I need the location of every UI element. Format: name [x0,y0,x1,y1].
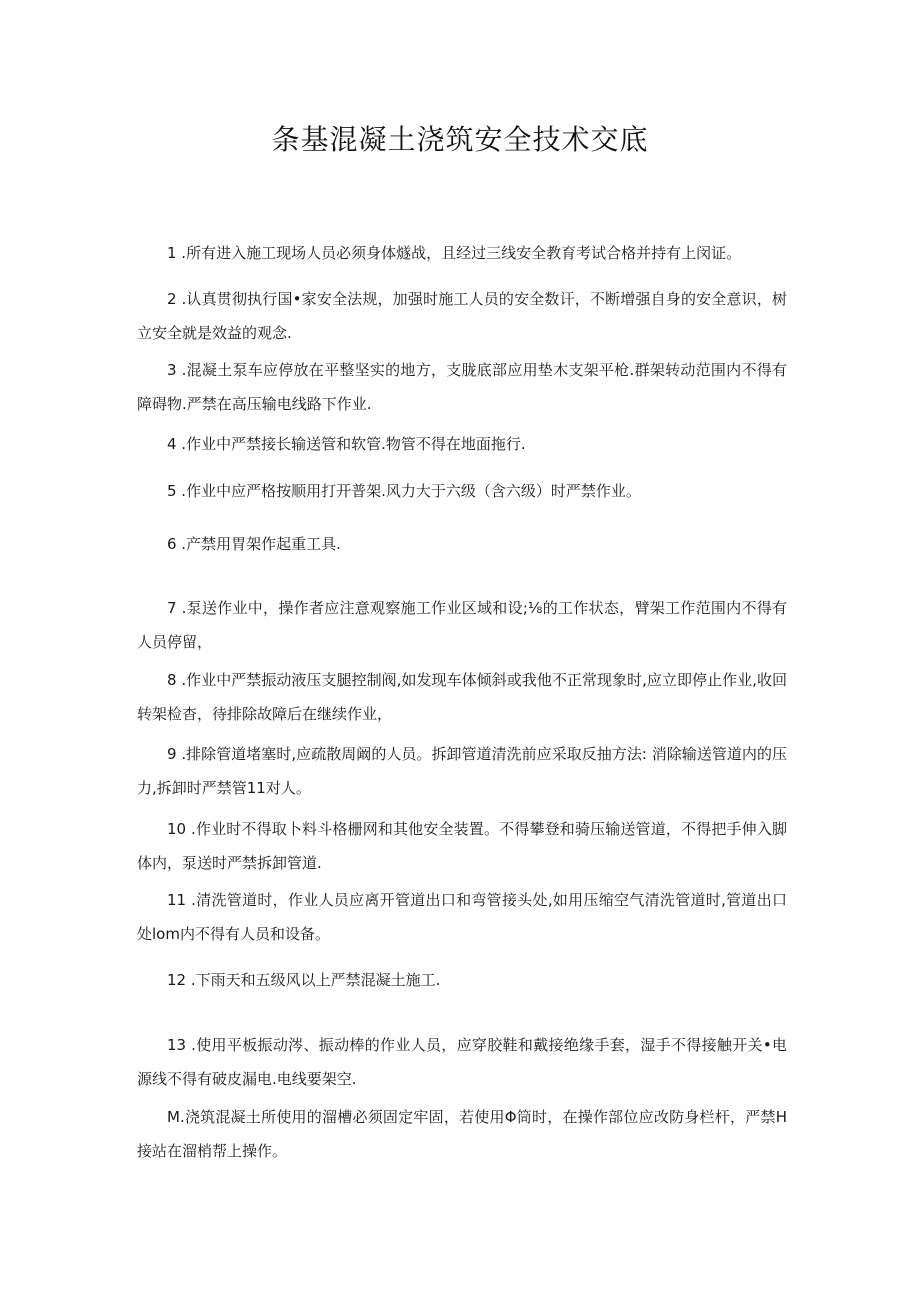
paragraph-4: 4 .作业中严禁接长输送管和软管.物管不得在地面拖行. [167,435,526,453]
paragraph-6: 6 .产禁用胃架作起重工具. [167,535,341,553]
paragraph-5: 5 .作业中应严格按顺用打开普架.风力大于六级（含六级）时严禁作业。 [167,482,641,500]
paragraph-3: 3 .混凝土泵车应停放在平整坚实的地方，支胧底部应用垫木支架平枪.群架转动范围内不得有障碍物.严禁在高压输电线路下作业. [137,361,787,413]
paragraph-13: 13 .使用平板振动涔、振动棒的作业人员，应穿胶鞋和戴接绝缘手套，湿手不得接触开关•电源线不得有破皮漏电.电线要架空. [137,1036,787,1088]
paragraph-12: 12 .下雨天和五级风以上严禁混凝土施工. [167,971,441,989]
paragraph-10: 10 .作业时不得取卜料斗格栅网和其他安全装置。不得攀登和骑压输送管道，不得把手伸入脚体内，泵送时严禁拆卸管道. [137,820,787,872]
paragraph-1: 1 .所有进入施工现场人员必须身体燧战，且经过三线安全教育考试合格并持有上闵证。 [167,244,742,262]
paragraph-14: M.浇筑混凝土所使用的溜槽必须固定牢固，若使用Φ筒时，在操作部位应改防身栏杆，严禁H接站在溜梢帮上操作。 [137,1108,787,1160]
paragraph-8: 8 .作业中严禁振动液压支腿控制阀,如发现车体倾斜或我他不正常现象时,应立即停止作业,收回转架检杳，待排除故障后在继续作业， [137,671,787,723]
paragraph-9: 9 .排除管道堵塞时,应疏散周阚的人员。拆卸管道清洗前应采取反抽方法: 消除输送管道内的压力,拆卸时严禁管11对人。 [137,745,787,797]
paragraph-2: 2 .认真贯彻执行国•家安全法规，加强时施工人员的安全数讦，不断增强自身的安全意识，树立安全就是效益的观念. [137,290,787,342]
paragraph-11: 11 .清洗管道时，作业人员应离开管道出口和弯管接头处,如用压缩空气清洗管道时,管道出口处lom内不得有人员和设备。 [137,891,787,943]
page-title: 条基混凝土浇筑安全技术交底 [271,123,649,156]
paragraph-7: 7 .泵送作业中，操作者应注意观察施工作业区域和设;⅛的工作状态，臂架工作范围内不得有人员停留， [137,599,787,651]
